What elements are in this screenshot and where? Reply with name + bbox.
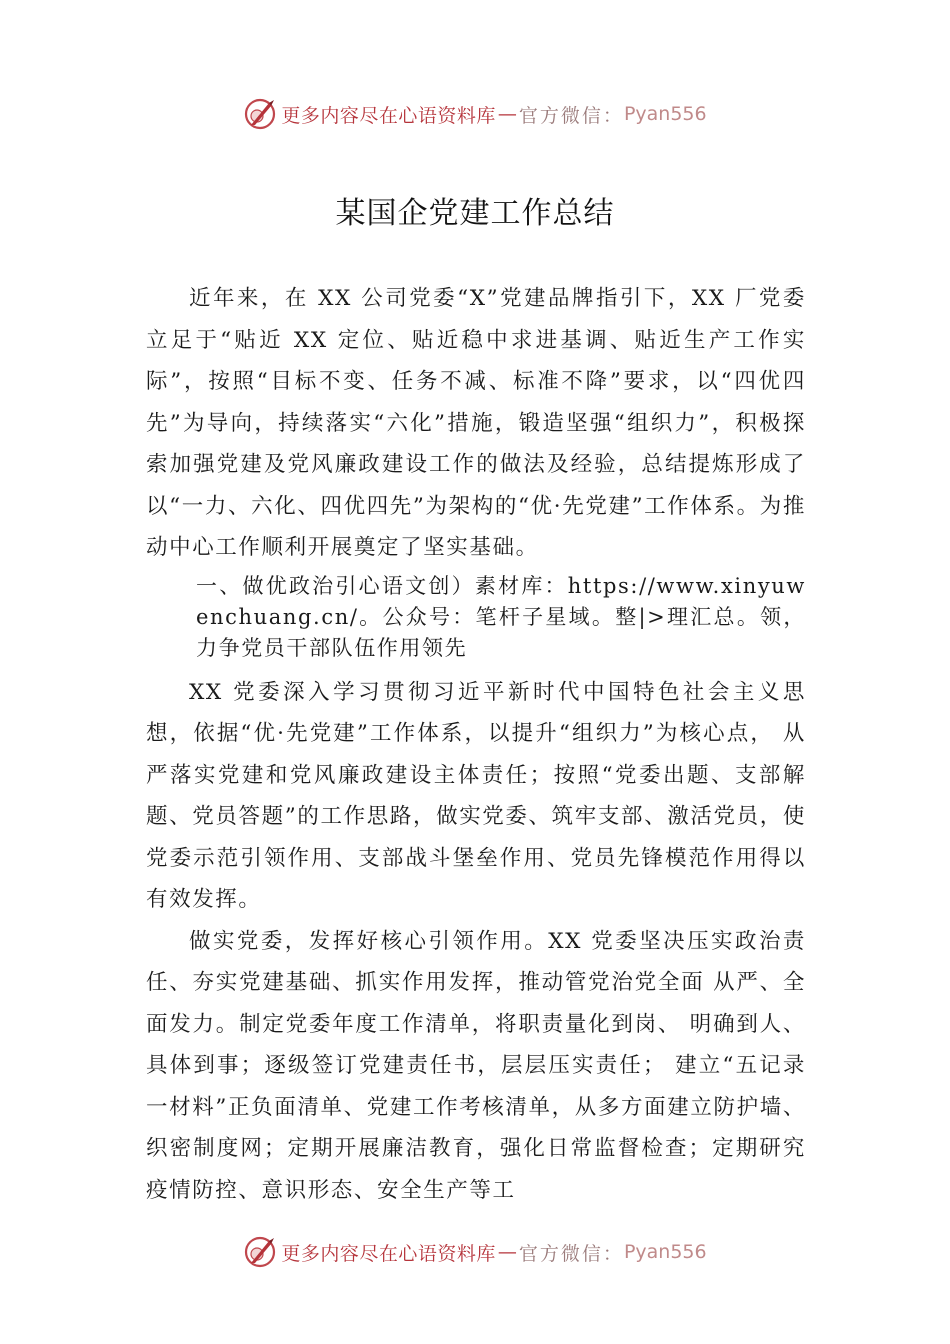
quill-pen-logo-icon (243, 1235, 277, 1269)
banner-wechat-id: Pyan556 (623, 1241, 707, 1263)
body-paragraph-overview: XX 党委深入学习贯彻习近平新时代中国特色社会主义思想，依据“优·先党建”工作体系，以提升“组织力”为核心点， 从严落实党建和党风廉政建设主体责任；按照“党委出题、支部解题、党员答题”的工作思路，做实党委、筑牢支部、激活党员，使党委示范引领作用、支部战斗堡垒作用、党员先锋模范作用得以有效发挥。 (146, 679, 806, 912)
footer-banner (0, 1232, 950, 1272)
section-heading: 一、做优政治引心语文创）素材库：https://www.xinyuwenchuang.cn/。公众号：笔杆子星域。整|>理汇总。领，力争党员干部队伍作用领先 (196, 573, 806, 660)
banner-separator: — (497, 103, 517, 125)
banner-wechat-label: 官方微信： (518, 104, 624, 127)
quill-pen-logo-icon (243, 97, 277, 131)
banner-main-text: 更多内容尽在心语资料库 (281, 104, 496, 127)
header-banner (0, 94, 950, 134)
body-paragraph-party-committee: 做实党委，发挥好核心引领作用。XX 党委坚决压实政治责任、夯实党建基础、抓实作用发挥，推动管党治党全面 从严、全面发力。制定党委年度工作清单，将职责量化到岗、 明确到人、具体到事；逐级签订党建责任书，层层压实责任； 建立“五记录一材料”正负面清单、党建工作考核清单，从多方面建立防护墙、织密制度网；定期开展廉洁教育，强化日常监督检查；定期研究疫情防控、意识形态、安全生产等工 (146, 928, 806, 1203)
banner-separator: — (497, 1241, 517, 1263)
banner-wechat-label: 官方微信： (518, 1242, 624, 1265)
banner-main-text: 更多内容尽在心语资料库 (281, 1242, 496, 1265)
document-body (146, 278, 806, 1211)
document-title: 某国企党建工作总结 (335, 196, 615, 231)
banner-wechat-id: Pyan556 (623, 103, 707, 125)
body-paragraph-intro: 近年来，在 XX 公司党委“X”党建品牌指引下，XX 厂党委立足于“贴近 XX 定位、贴近稳中求进基调、贴近生产工作实际”，按照“目标不变、任务不减、标准不降”要求，以“四优四先”为导向，持续落实“六化”措施，锻造坚强“组织力”，积极探索加强党建及党风廉政建设工作的做法及经验，总结提炼形成了以“一力、六化、四优四先”为架构的“优·先党建”工作体系。为推动中心工作顺利开展奠定了坚实基础。 (146, 286, 806, 560)
